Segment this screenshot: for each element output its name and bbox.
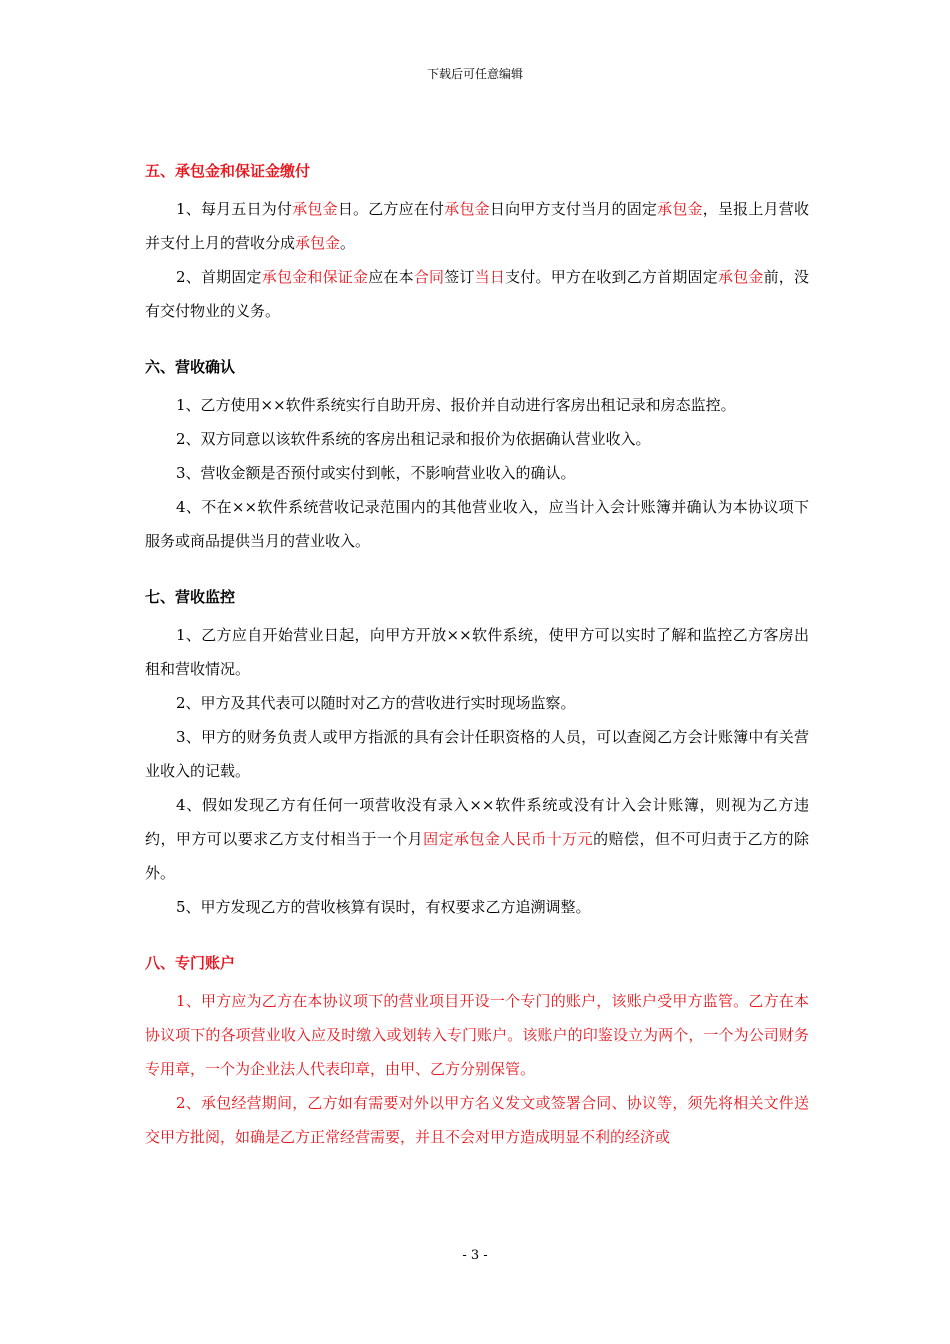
clause-text: 4、假如发现乙方有任何一项营收没有录入××软件系统或没有计入会计账簿，则视为乙方违约，甲方可以要求乙方支付相当于一个月 bbox=[145, 796, 809, 848]
highlighted-text: 当日 bbox=[474, 268, 506, 286]
clause-paragraph bbox=[145, 890, 809, 924]
clause-text: 1、乙方使用××软件系统实行自助开房、报价并自动进行客房出租记录和房态监控。 bbox=[176, 396, 736, 414]
clause-text: 2、甲方及其代表可以随时对乙方的营收进行实时现场监察。 bbox=[176, 694, 576, 712]
section-gap bbox=[145, 924, 809, 952]
highlighted-text: 承包金 bbox=[657, 200, 703, 218]
highlighted-text: 2、承包经营期间，乙方如有需要对外以甲方名义发文或签署合同、协议等，须先将相关文件送交甲方批阅，如确是乙方正常经营需要，并且不会对甲方造成明显不利的经济或 bbox=[145, 1094, 809, 1146]
clause-text: ，呈报上月营收并支付上月的营收分成 bbox=[145, 200, 809, 252]
clause-text: 签订 bbox=[444, 268, 475, 286]
document-body bbox=[145, 160, 809, 1154]
clause-paragraph bbox=[145, 260, 809, 328]
clause-text: 5、甲方发现乙方的营收核算有误时，有权要求乙方追溯调整。 bbox=[176, 898, 591, 916]
section-heading: 五、承包金和保证金缴付 bbox=[145, 162, 311, 180]
clause-paragraph bbox=[145, 984, 809, 1086]
clause-text: 3、甲方的财务负责人或甲方指派的具有会计任职资格的人员，可以查阅乙方会计账簿中有关营业收入的记载。 bbox=[145, 728, 809, 780]
section-heading: 八、专门账户 bbox=[145, 954, 236, 972]
clause-text: 支付。甲方在收到乙方首期固定 bbox=[505, 268, 718, 286]
clause-paragraph bbox=[145, 388, 809, 422]
clause-paragraph bbox=[145, 192, 809, 260]
highlighted-text: 固定承包金人民币十万元 bbox=[423, 830, 594, 848]
clause-text: 前，没有交付物业的义务。 bbox=[145, 268, 809, 320]
clause-text: 3、营收金额是否预付或实付到帐，不影响营业收入的确认。 bbox=[176, 464, 576, 482]
section-heading: 六、营收确认 bbox=[145, 358, 236, 376]
section-gap bbox=[145, 328, 809, 356]
clause-text: 日。乙方应在付 bbox=[337, 200, 445, 218]
clause-text: 2、双方同意以该软件系统的客房出租记录和报价为依据确认营业收入。 bbox=[176, 430, 651, 448]
clause-paragraph bbox=[145, 1086, 809, 1154]
page-header: 下载后可任意编辑 bbox=[426, 67, 523, 81]
highlighted-text: 1、甲方应为乙方在本协议项下的营业项目开设一个专门的账户，该账户受甲方监管。乙方在本协议项下的各项营业收入应及时缴入或划转入专门账户。该账户的印鉴设立为两个，一个为公司财务专用章，一个为企业法人代表印章，由甲、乙方分别保管。 bbox=[145, 992, 809, 1078]
clause-paragraph bbox=[145, 788, 809, 890]
clause-text: 2、首期固定 bbox=[176, 268, 262, 286]
section-gap bbox=[145, 558, 809, 586]
clause-text: 。 bbox=[340, 234, 356, 252]
highlighted-text: 承包金 bbox=[295, 234, 341, 252]
clause-paragraph bbox=[145, 686, 809, 720]
clause-paragraph bbox=[145, 456, 809, 490]
clause-text: 1、乙方应自开始营业日起，向甲方开放××软件系统，使甲方可以实时了解和监控乙方客房出租和营收情况。 bbox=[145, 626, 809, 678]
clause-paragraph bbox=[145, 720, 809, 788]
clause-text: 4、不在××软件系统营收记录范围内的其他营业收入，应当计入会计账簿并确认为本协议项下服务或商品提供当月的营业收入。 bbox=[145, 498, 809, 550]
clause-paragraph bbox=[145, 618, 809, 686]
clause-text: 1、每月五日为付 bbox=[176, 200, 293, 218]
highlighted-text: 承包金 bbox=[292, 200, 338, 218]
highlighted-text: 承包金 bbox=[444, 200, 490, 218]
highlighted-text: 承包金和保证金 bbox=[261, 268, 369, 286]
clause-text: 的赔偿，但不可归责于乙方的除外。 bbox=[145, 830, 809, 882]
highlighted-text: 合同 bbox=[413, 268, 445, 286]
page-number: - 3 - bbox=[462, 1248, 488, 1263]
clause-text: 日向甲方支付当月的固定 bbox=[489, 200, 658, 218]
highlighted-text: 承包金 bbox=[717, 268, 764, 286]
section-heading: 七、营收监控 bbox=[145, 588, 236, 606]
clause-paragraph bbox=[145, 490, 809, 558]
clause-paragraph bbox=[145, 422, 809, 456]
clause-text: 应在本 bbox=[368, 268, 414, 286]
